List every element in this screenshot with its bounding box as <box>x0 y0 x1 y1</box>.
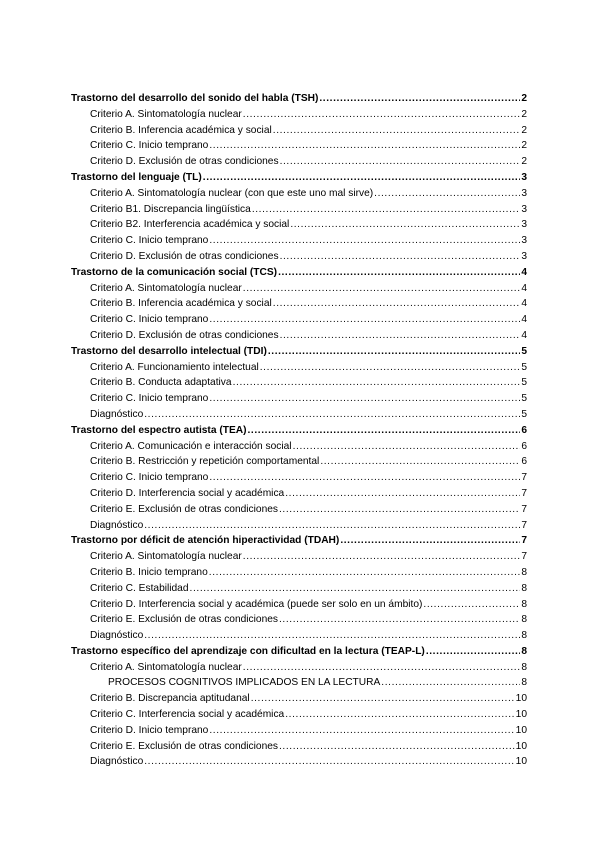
toc-entry[interactable] <box>71 470 527 486</box>
toc-entry-page: 3 <box>521 203 527 215</box>
toc-entry-page: 3 <box>521 250 527 262</box>
toc-entry-page: 7 <box>521 487 527 499</box>
toc-leader-dots <box>278 265 520 281</box>
toc-entry-title: Criterio C. Inicio temprano <box>90 314 209 326</box>
toc-entry-page: 4 <box>521 329 527 341</box>
toc-entry-title: Trastorno específico del aprendizaje con dificultad en la lectura (TEAP-L) <box>71 645 425 657</box>
toc-entry-title: Diagnóstico <box>90 519 144 531</box>
toc-entry-page: 8 <box>521 630 527 642</box>
toc-entry-page: 3 <box>521 235 527 247</box>
toc-leader-dots <box>285 707 514 723</box>
toc-entry-title: Criterio C. Inicio temprano <box>90 140 209 152</box>
toc-entry-title: Criterio B. Conducta adaptativa <box>90 377 232 389</box>
toc-entry-page: 7 <box>521 472 527 484</box>
toc-entry-title: Criterio E. Exclusión de otras condiciones <box>90 614 278 626</box>
toc-entry-page: 2 <box>521 124 527 136</box>
toc-leader-dots <box>290 217 520 233</box>
toc-entry[interactable] <box>71 233 527 249</box>
toc-entry-title: Criterio A. Comunicación e interacción social <box>90 440 292 452</box>
toc-entry-page: 7 <box>521 519 527 531</box>
toc-entry[interactable] <box>71 454 527 470</box>
toc-section-heading[interactable] <box>71 423 527 439</box>
toc-entry[interactable] <box>71 707 527 723</box>
toc-leader-dots <box>279 612 520 628</box>
toc-entry-page: 10 <box>515 709 527 721</box>
toc-entry-page: 10 <box>515 724 527 736</box>
toc-leader-dots <box>320 454 520 470</box>
toc-entry-page: 6 <box>521 424 527 436</box>
toc-entry[interactable] <box>71 296 527 312</box>
toc-entry[interactable] <box>71 439 527 455</box>
toc-entry-title: Criterio C. Inicio temprano <box>90 472 209 484</box>
toc-entry-title: Criterio D. Exclusión de otras condiciones <box>90 250 279 262</box>
toc-entry-title: Criterio A. Sintomatología nuclear <box>90 551 242 563</box>
toc-entry-title: Criterio A. Funcionamiento intelectual <box>90 361 259 373</box>
toc-entry[interactable] <box>71 502 527 518</box>
toc-leader-dots <box>280 328 521 344</box>
toc-section-heading[interactable] <box>71 344 527 360</box>
toc-entry-title: Criterio B. Restricción y repetición comportamental <box>90 456 320 468</box>
toc-entry-title: Criterio D. Interferencia social y académica <box>90 487 285 499</box>
toc-entry-title: Criterio E. Exclusión de otras condiciones <box>90 503 278 515</box>
toc-entry-title: Criterio C. Inicio temprano <box>90 235 209 247</box>
toc-section-heading[interactable] <box>71 170 527 186</box>
toc-entry-page: 3 <box>521 171 527 183</box>
toc-entry-page: 5 <box>521 345 527 357</box>
toc-leader-dots <box>243 107 521 123</box>
toc-entry[interactable] <box>71 660 527 676</box>
toc-entry[interactable] <box>71 739 527 755</box>
toc-entry-page: 2 <box>521 93 527 104</box>
toc-entry-page: 10 <box>515 693 527 705</box>
toc-entry-page: 8 <box>521 614 527 626</box>
toc-leader-dots <box>280 154 521 170</box>
toc-entry-page: 7 <box>521 551 527 563</box>
toc-entry-title: Trastorno del desarrollo del sonido del habla (TSH) <box>71 93 319 104</box>
toc-entry-page: 4 <box>521 282 527 294</box>
toc-entry-page: 7 <box>521 503 527 515</box>
toc-leader-dots <box>190 581 521 597</box>
toc-leader-dots <box>209 312 520 328</box>
toc-leader-dots <box>280 249 521 265</box>
toc-entry-title: Criterio A. Sintomatología nuclear <box>90 282 242 294</box>
toc-entry[interactable] <box>71 154 527 170</box>
toc-entry[interactable] <box>71 217 527 233</box>
toc-entry[interactable] <box>71 691 527 707</box>
toc-entry[interactable] <box>71 281 527 297</box>
toc-leader-dots <box>260 360 521 376</box>
toc-section-heading[interactable] <box>71 265 527 281</box>
toc-entry[interactable] <box>71 123 527 139</box>
toc-section-heading[interactable] <box>71 533 527 549</box>
toc-entry-title: Diagnóstico <box>90 756 144 768</box>
toc-entry-title: Criterio B2. Interferencia académica y social <box>90 219 290 231</box>
toc-leader-dots <box>268 344 520 360</box>
toc-leader-dots <box>243 549 521 565</box>
toc-leader-dots <box>273 123 521 139</box>
toc-leader-dots <box>144 628 520 644</box>
toc-leader-dots <box>203 170 521 186</box>
toc-entry-title: Diagnóstico <box>90 408 144 420</box>
toc-entry-title: Criterio D. Exclusión de otras condiciones <box>90 156 279 168</box>
toc-entry[interactable] <box>71 565 527 581</box>
toc-entry[interactable] <box>71 486 527 502</box>
toc-leader-dots <box>233 375 521 391</box>
toc-entry[interactable] <box>71 597 527 613</box>
toc-entry-page: 2 <box>521 156 527 168</box>
toc-entry-page: 10 <box>515 756 527 768</box>
table-of-contents <box>71 91 527 770</box>
toc-leader-dots <box>248 423 521 439</box>
toc-entry-page: 6 <box>521 440 527 452</box>
toc-entry-page: 5 <box>521 408 527 420</box>
toc-entry-page: 8 <box>521 645 527 657</box>
toc-entry-title: Criterio A. Sintomatología nuclear <box>90 661 242 673</box>
toc-entry-title: Trastorno del espectro autista (TEA) <box>71 424 247 436</box>
toc-entry-title: Criterio B. Inferencia académica y social <box>90 124 272 136</box>
toc-entry-page: 4 <box>521 298 527 310</box>
toc-entry-page: 8 <box>521 677 527 689</box>
toc-entry-title: PROCESOS COGNITIVOS IMPLICADOS EN LA LECTURA <box>108 677 381 689</box>
toc-entry-page: 2 <box>521 108 527 120</box>
toc-entry-page: 8 <box>521 582 527 594</box>
toc-entry-page: 10 <box>515 740 527 752</box>
toc-entry-title: Criterio D. Exclusión de otras condiciones <box>90 329 279 341</box>
toc-entry-title: Trastorno por déficit de atención hiperactividad (TDAH) <box>71 535 340 547</box>
toc-leader-dots <box>243 660 521 676</box>
toc-entry-title: Criterio D. Interferencia social y académica (puede ser solo en un ámbito) <box>90 598 423 610</box>
toc-entry-title: Trastorno del desarrollo intelectual (TDI) <box>71 345 267 357</box>
toc-entry-title: Criterio C. Inicio temprano <box>90 393 209 405</box>
toc-entry[interactable] <box>71 360 527 376</box>
toc-leader-dots <box>252 202 521 218</box>
toc-leader-dots <box>209 391 520 407</box>
toc-leader-dots <box>209 565 521 581</box>
toc-entry-page: 4 <box>521 314 527 326</box>
toc-entry-page: 5 <box>521 361 527 373</box>
toc-entry-page: 6 <box>521 456 527 468</box>
toc-entry-title: Criterio B. Inicio temprano <box>90 566 208 578</box>
toc-entry-page: 8 <box>521 566 527 578</box>
toc-entry-title: Trastorno del lenguaje (TL) <box>71 171 202 183</box>
toc-entry[interactable] <box>71 249 527 265</box>
toc-section-heading[interactable] <box>71 644 527 660</box>
toc-leader-dots <box>423 597 520 613</box>
toc-entry-title: Trastorno de la comunicación social (TCS) <box>71 266 278 278</box>
toc-leader-dots <box>279 502 520 518</box>
toc-leader-dots <box>319 91 520 107</box>
toc-entry-page: 2 <box>521 140 527 152</box>
toc-entry[interactable] <box>71 375 527 391</box>
toc-leader-dots <box>285 486 520 502</box>
toc-leader-dots <box>144 407 520 423</box>
toc-entry-page: 3 <box>521 187 527 199</box>
toc-leader-dots <box>279 739 515 755</box>
toc-entry[interactable] <box>71 581 527 597</box>
toc-entry[interactable] <box>71 138 527 154</box>
toc-entry-title: Criterio D. Inicio temprano <box>90 724 209 736</box>
toc-entry-page: 3 <box>521 219 527 231</box>
toc-entry[interactable] <box>71 723 527 739</box>
toc-leader-dots <box>273 296 521 312</box>
toc-leader-dots <box>381 675 520 691</box>
toc-entry-title: Criterio C. Interferencia social y académica <box>90 709 285 721</box>
toc-leader-dots <box>144 518 520 534</box>
toc-entry-page: 5 <box>521 377 527 389</box>
toc-leader-dots <box>243 281 521 297</box>
toc-entry[interactable] <box>71 407 527 423</box>
toc-entry-title: Criterio C. Estabilidad <box>90 582 189 594</box>
toc-entry[interactable] <box>71 549 527 565</box>
toc-entry-title: Criterio B. Inferencia académica y social <box>90 298 272 310</box>
toc-entry[interactable] <box>71 107 527 123</box>
toc-entry-page: 4 <box>521 266 527 278</box>
toc-entry[interactable] <box>71 612 527 628</box>
toc-entry[interactable] <box>71 312 527 328</box>
toc-leader-dots <box>426 644 521 660</box>
toc-entry[interactable] <box>71 186 527 202</box>
toc-section-heading[interactable] <box>71 91 527 107</box>
toc-entry-title: Criterio E. Exclusión de otras condiciones <box>90 740 278 752</box>
toc-entry-page: 8 <box>521 598 527 610</box>
toc-entry-page: 5 <box>521 393 527 405</box>
toc-leader-dots <box>209 138 520 154</box>
toc-entry[interactable] <box>71 391 527 407</box>
toc-leader-dots <box>374 186 520 202</box>
toc-entry[interactable] <box>71 518 527 534</box>
toc-entry[interactable] <box>71 628 527 644</box>
toc-leader-dots <box>144 754 514 770</box>
toc-entry[interactable] <box>71 754 527 770</box>
toc-entry-page: 8 <box>521 661 527 673</box>
toc-entry[interactable] <box>71 675 527 691</box>
toc-leader-dots <box>251 691 515 707</box>
toc-leader-dots <box>209 470 520 486</box>
toc-entry[interactable] <box>71 328 527 344</box>
toc-entry-title: Diagnóstico <box>90 630 144 642</box>
toc-leader-dots <box>293 439 521 455</box>
toc-entry[interactable] <box>71 202 527 218</box>
toc-leader-dots <box>209 723 514 739</box>
toc-entry-page: 7 <box>521 535 527 547</box>
toc-entry-title: Criterio B1. Discrepancia lingüística <box>90 203 251 215</box>
toc-leader-dots <box>340 533 520 549</box>
toc-entry-title: Criterio A. Sintomatología nuclear (con que este uno mal sirve) <box>90 187 374 199</box>
toc-entry-title: Criterio A. Sintomatología nuclear <box>90 108 242 120</box>
toc-leader-dots <box>209 233 520 249</box>
toc-entry-title: Criterio B. Discrepancia aptitudanal <box>90 693 250 705</box>
